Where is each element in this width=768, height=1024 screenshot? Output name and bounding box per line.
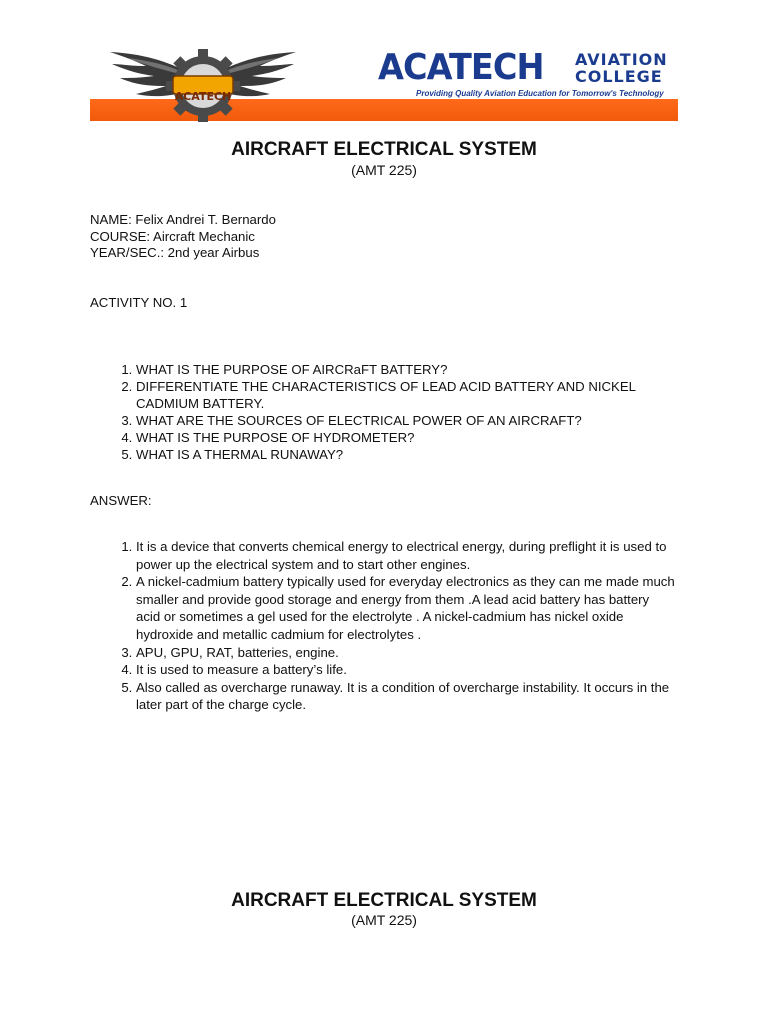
answer-item: 4. It is used to measure a battery’s life. bbox=[136, 661, 676, 679]
brand-tagline: Providing Quality Aviation Education for Tomorrow's Technology bbox=[416, 89, 664, 98]
student-course: COURSE: Aircraft Mechanic bbox=[90, 229, 255, 244]
acatech-winged-gear-emblem-icon bbox=[108, 44, 298, 122]
answer-item: 3. APU, GPU, RAT, batteries, engine. bbox=[136, 644, 676, 662]
document-subtitle: (AMT 225) bbox=[351, 162, 417, 178]
letterhead bbox=[90, 40, 678, 121]
brand-side-text bbox=[575, 51, 668, 85]
emblem-text: ACATECH bbox=[174, 90, 232, 103]
brand-line-aviation: AVIATION bbox=[575, 50, 668, 69]
student-name: NAME: Felix Andrei T. Bernardo bbox=[90, 212, 276, 227]
student-year-section: YEAR/SEC.: 2nd year Airbus bbox=[90, 245, 260, 260]
question-item: 2. DIFFERENTIATE THE CHARACTERISTICS OF LEAD ACID BATTERY AND NICKEL CADMIUM BATTERY. bbox=[136, 378, 676, 412]
answer-item: 2. A nickel-cadmium battery typically used for everyday electronics as they can me made much smaller and provide good storage and energy from them .A lead acid battery has battery acid or sometimes a gel used for the electrolyte . A nickel-cadmium has nickel oxide hydroxide and metallic cadmium for electrolytes . bbox=[136, 573, 676, 643]
answer-list bbox=[90, 538, 676, 714]
question-item: 4. WHAT IS THE PURPOSE OF HYDROMETER? bbox=[136, 429, 676, 446]
answer-item: 1. It is a device that converts chemical energy to electrical energy, during preflight it is used to power up the electrical system and to start other engines. bbox=[136, 538, 676, 573]
answer-label: ANSWER: bbox=[90, 493, 152, 508]
document-title: AIRCRAFT ELECTRICAL SYSTEM bbox=[231, 139, 537, 160]
answer-item: 5. Also called as overcharge runaway. It is a condition of overcharge instability. It occurs in the later part of the charge cycle. bbox=[136, 679, 676, 714]
activity-number: ACTIVITY NO. 1 bbox=[90, 295, 188, 310]
college-brand bbox=[378, 48, 670, 98]
question-item: 3. WHAT ARE THE SOURCES OF ELECTRICAL POWER OF AN AIRCRAFT? bbox=[136, 412, 676, 429]
question-item: 5. WHAT IS A THERMAL RUNAWAY? bbox=[136, 446, 676, 463]
brand-name: ACATECH bbox=[378, 47, 544, 88]
next-page-title: AIRCRAFT ELECTRICAL SYSTEM bbox=[231, 890, 537, 911]
question-item: 1. WHAT IS THE PURPOSE OF AIRCRaFT BATTERY? bbox=[136, 361, 676, 378]
brand-line-college: COLLEGE bbox=[575, 67, 663, 86]
next-page-subtitle: (AMT 225) bbox=[351, 912, 417, 928]
question-list bbox=[90, 361, 676, 463]
